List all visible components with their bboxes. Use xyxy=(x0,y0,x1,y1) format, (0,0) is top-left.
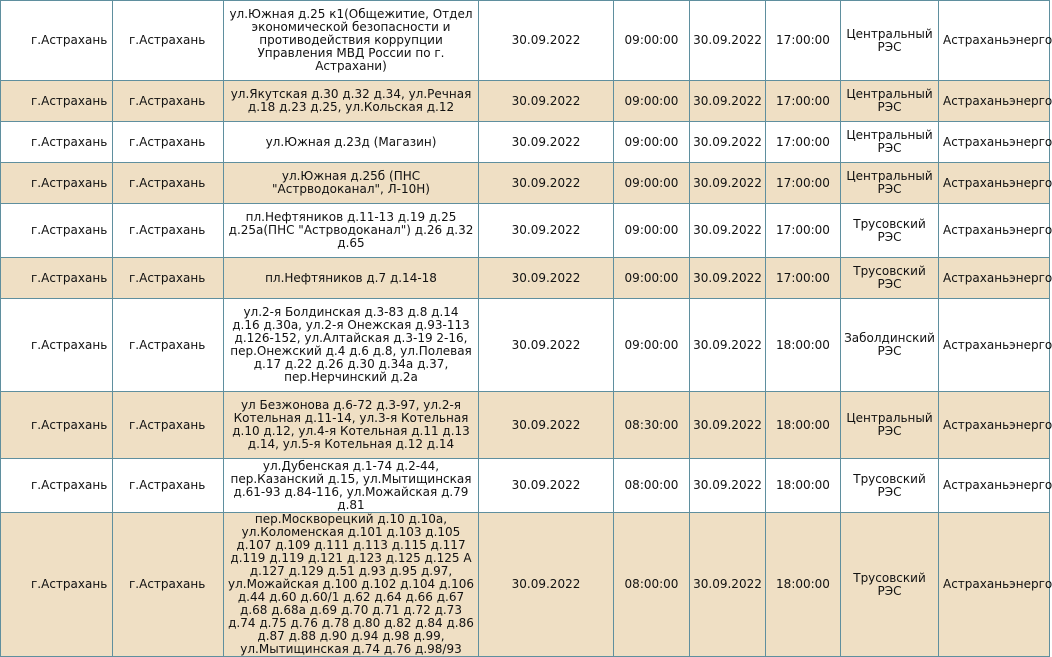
district-cell: Трусовский РЭС xyxy=(841,513,939,657)
table-row xyxy=(1,513,1050,657)
end-time-cell: 18:00:00 xyxy=(766,513,841,657)
district-cell: Трусовский РЭС xyxy=(841,459,939,513)
end-time-cell: 17:00:00 xyxy=(766,1,841,81)
locality-cell: г.Астрахань xyxy=(113,258,224,299)
end-time-cell: 17:00:00 xyxy=(766,204,841,258)
end-date-cell: 30.09.2022 xyxy=(690,122,766,163)
start-date-cell: 30.09.2022 xyxy=(479,459,614,513)
table-row xyxy=(1,163,1050,204)
start-date-cell: 30.09.2022 xyxy=(479,392,614,459)
district-cell: Центральный РЭС xyxy=(841,392,939,459)
city-cell: г.Астрахань xyxy=(1,204,113,258)
city-cell: г.Астрахань xyxy=(1,299,113,392)
end-time-cell: 18:00:00 xyxy=(766,392,841,459)
district-cell: Трусовский РЭС xyxy=(841,204,939,258)
locality-cell: г.Астрахань xyxy=(113,163,224,204)
locality-cell: г.Астрахань xyxy=(113,392,224,459)
locality-cell: г.Астрахань xyxy=(113,122,224,163)
end-time-cell: 17:00:00 xyxy=(766,81,841,122)
city-cell: г.Астрахань xyxy=(1,392,113,459)
start-date-cell: 30.09.2022 xyxy=(479,299,614,392)
city-cell: г.Астрахань xyxy=(1,258,113,299)
address-cell: ул.Южная д.25б (ПНС "Астрводоканал", Л-10Н) xyxy=(224,163,479,204)
address-cell: ул.Южная д.23д (Магазин) xyxy=(224,122,479,163)
district-cell: Заболдинский РЭС xyxy=(841,299,939,392)
district-cell: Трусовский РЭС xyxy=(841,258,939,299)
end-date-cell: 30.09.2022 xyxy=(690,513,766,657)
start-date-cell: 30.09.2022 xyxy=(479,513,614,657)
organization-cell: Астраханьэнерго xyxy=(939,392,1050,459)
end-time-cell: 18:00:00 xyxy=(766,459,841,513)
start-date-cell: 30.09.2022 xyxy=(479,1,614,81)
start-date-cell: 30.09.2022 xyxy=(479,81,614,122)
address-cell: пл.Нефтяников д.11-13 д.19 д.25 д.25а(ПНС "Астрводоканал") д.26 д.32 д.65 xyxy=(224,204,479,258)
address-cell: ул Безжонова д.6-72 д.3-97, ул.2-я Котельная д.11-14, ул.3-я Котельная д.10 д.12, ул.4-я Котельная д.11 д.13 д.14, ул.5-я Котельная д.12 д.14 xyxy=(224,392,479,459)
end-date-cell: 30.09.2022 xyxy=(690,163,766,204)
city-cell: г.Астрахань xyxy=(1,81,113,122)
organization-cell: Астраханьэнерго xyxy=(939,122,1050,163)
start-time-cell: 08:00:00 xyxy=(614,459,690,513)
address-cell: пер.Москворецкий д.10 д.10а, ул.Коломенская д.101 д.103 д.105 д.107 д.109 д.111 д.113 д.115 д.117 д.119 д.119 д.121 д.123 д.125 д.125 А д.127 д.129 д.51 д.93 д.95 д.97, ул.Можайская д.100 д.102 д.104 д.106 д.44 д.60 д.60/1 д.62 д.64 д.66 д.67 д.68 д.68а д.69 д.70 д.71 д.72 д.73 д.74 д.75 д.76 д.78 д.80 д.82 д.84 д.86 д.87 д.88 д.90 д.94 д.98 д.99, ул.Мытищинская д.74 д.76 д.98/93 xyxy=(224,513,479,657)
locality-cell: г.Астрахань xyxy=(113,1,224,81)
end-time-cell: 17:00:00 xyxy=(766,163,841,204)
start-time-cell: 08:00:00 xyxy=(614,513,690,657)
end-date-cell: 30.09.2022 xyxy=(690,299,766,392)
table-row xyxy=(1,459,1050,513)
address-cell: ул.Южная д.25 к1(Общежитие, Отдел экономической безопасности и противодействия коррупции Управления МВД России по г. Астрахани) xyxy=(224,1,479,81)
district-cell: Центральный РЭС xyxy=(841,122,939,163)
city-cell: г.Астрахань xyxy=(1,1,113,81)
table-row xyxy=(1,299,1050,392)
start-date-cell: 30.09.2022 xyxy=(479,204,614,258)
address-cell: пл.Нефтяников д.7 д.14-18 xyxy=(224,258,479,299)
end-date-cell: 30.09.2022 xyxy=(690,204,766,258)
organization-cell: Астраханьэнерго xyxy=(939,204,1050,258)
address-cell: ул.2-я Болдинская д.3-83 д.8 д.14 д.16 д.30а, ул.2-я Онежская д.93-113 д.126-152, ул.Алтайская д.3-19 2-16, пер.Онежский д.4 д.6 д.8, ул.Полевая д.17 д.22 д.26 д.30 д.34а д.37, пер.Нерчинский д.2а xyxy=(224,299,479,392)
table-row xyxy=(1,81,1050,122)
organization-cell: Астраханьэнерго xyxy=(939,258,1050,299)
organization-cell: Астраханьэнерго xyxy=(939,81,1050,122)
end-date-cell: 30.09.2022 xyxy=(690,392,766,459)
city-cell: г.Астрахань xyxy=(1,122,113,163)
start-date-cell: 30.09.2022 xyxy=(479,163,614,204)
end-time-cell: 17:00:00 xyxy=(766,258,841,299)
table-row xyxy=(1,392,1050,459)
start-date-cell: 30.09.2022 xyxy=(479,258,614,299)
end-date-cell: 30.09.2022 xyxy=(690,258,766,299)
district-cell: Центральный РЭС xyxy=(841,163,939,204)
start-time-cell: 09:00:00 xyxy=(614,258,690,299)
organization-cell: Астраханьэнерго xyxy=(939,163,1050,204)
start-time-cell: 09:00:00 xyxy=(614,204,690,258)
organization-cell: Астраханьэнерго xyxy=(939,299,1050,392)
table-row xyxy=(1,1,1050,81)
start-time-cell: 09:00:00 xyxy=(614,81,690,122)
locality-cell: г.Астрахань xyxy=(113,513,224,657)
organization-cell: Астраханьэнерго xyxy=(939,513,1050,657)
table-row xyxy=(1,122,1050,163)
start-date-cell: 30.09.2022 xyxy=(479,122,614,163)
address-cell: ул.Якутская д.30 д.32 д.34, ул.Речная д.18 д.23 д.25, ул.Кольская д.12 xyxy=(224,81,479,122)
start-time-cell: 09:00:00 xyxy=(614,299,690,392)
city-cell: г.Астрахань xyxy=(1,513,113,657)
locality-cell: г.Астрахань xyxy=(113,81,224,122)
city-cell: г.Астрахань xyxy=(1,163,113,204)
district-cell: Центральный РЭС xyxy=(841,1,939,81)
table-row xyxy=(1,204,1050,258)
locality-cell: г.Астрахань xyxy=(113,204,224,258)
end-date-cell: 30.09.2022 xyxy=(690,81,766,122)
city-cell: г.Астрахань xyxy=(1,459,113,513)
organization-cell: Астраханьэнерго xyxy=(939,1,1050,81)
end-date-cell: 30.09.2022 xyxy=(690,459,766,513)
table-row xyxy=(1,258,1050,299)
end-time-cell: 18:00:00 xyxy=(766,299,841,392)
start-time-cell: 09:00:00 xyxy=(614,163,690,204)
address-cell: ул.Дубенская д.1-74 д.2-44, пер.Казанский д.15, ул.Мытищинская д.61-93 д.84-116, ул.Можайская д.79 д.81 xyxy=(224,459,479,513)
district-cell: Центральный РЭС xyxy=(841,81,939,122)
locality-cell: г.Астрахань xyxy=(113,459,224,513)
locality-cell: г.Астрахань xyxy=(113,299,224,392)
organization-cell: Астраханьэнерго xyxy=(939,459,1050,513)
end-time-cell: 17:00:00 xyxy=(766,122,841,163)
start-time-cell: 09:00:00 xyxy=(614,122,690,163)
start-time-cell: 09:00:00 xyxy=(614,1,690,81)
start-time-cell: 08:30:00 xyxy=(614,392,690,459)
end-date-cell: 30.09.2022 xyxy=(690,1,766,81)
